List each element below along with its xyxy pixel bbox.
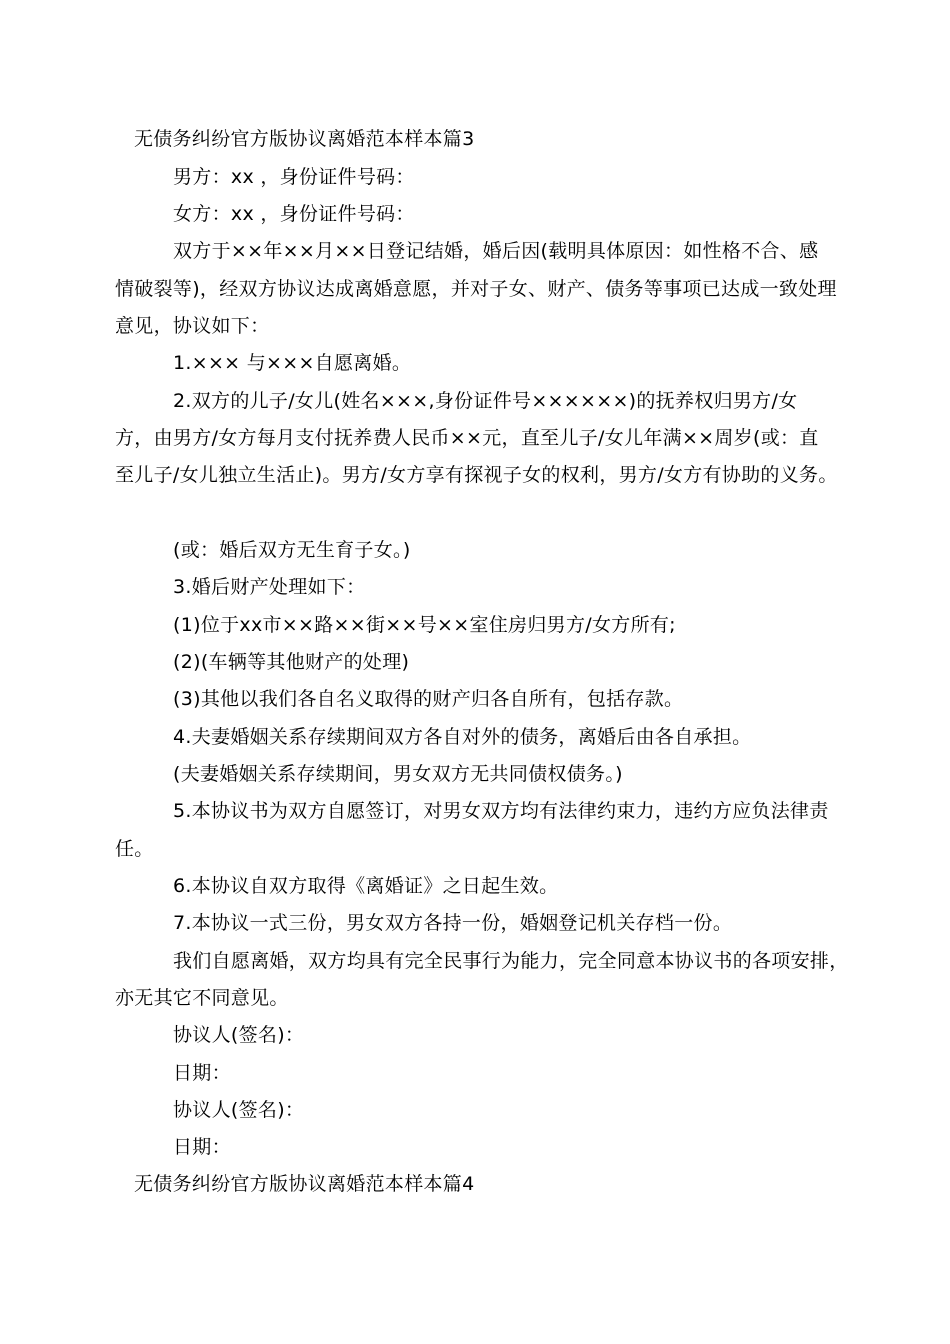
section-heading-4: 无债务纠纷官方版协议离婚范本样本篇4 bbox=[134, 1173, 475, 1195]
closing-line-2: 亦无其它不同意见。 bbox=[115, 987, 289, 1009]
section-heading-3: 无债务纠纷官方版协议离婚范本样本篇3 bbox=[134, 128, 475, 150]
signature-line-2: 协议人(签名)： bbox=[173, 1099, 305, 1121]
date-line-1: 日期： bbox=[173, 1062, 231, 1084]
intro-line-2: 情破裂等)，经双方协议达成离婚意愿，并对子女、财产、债务等事项已达成一致处理 bbox=[115, 278, 837, 300]
clause-3-2: (2)(车辆等其他财产的处理) bbox=[173, 651, 410, 673]
clause-6: 6.本协议自双方取得《离婚证》之日起生效。 bbox=[173, 875, 559, 897]
closing-line-1: 我们自愿离婚，双方均具有完全民事行为能力，完全同意本协议书的各项安排， bbox=[173, 950, 849, 972]
clause-5-line-1: 5.本协议书为双方自愿签订，对男女双方均有法律约束力，违约方应负法律责 bbox=[173, 800, 829, 822]
clause-4-alternative: (夫妻婚姻关系存续期间，男女双方无共同债权债务。) bbox=[173, 763, 623, 785]
clause-2-alternative: (或：婚后双方无生育子女。) bbox=[173, 539, 411, 561]
intro-line-1: 双方于××年××月××日登记结婚，婚后因(载明具体原因：如性格不合、感 bbox=[173, 240, 819, 262]
clause-3-1: (1)位于xx市××路××街××号××室住房归男方/女方所有; bbox=[173, 614, 676, 636]
clause-1: 1.××× 与×××自愿离婚。 bbox=[173, 352, 412, 374]
signature-line-1: 协议人(签名)： bbox=[173, 1024, 305, 1046]
intro-line-3: 意见，协议如下： bbox=[115, 315, 270, 337]
clause-4: 4.夫妻婚姻关系存续期间双方各自对外的债务，离婚后由各自承担。 bbox=[173, 726, 752, 748]
clause-3-3: (3)其他以我们各自名义取得的财产归各自所有，包括存款。 bbox=[173, 688, 684, 710]
clause-2-line-2: 方，由男方/女方每月支付抚养费人民币××元，直至儿子/女儿年满××周岁(或：直 bbox=[115, 427, 819, 449]
clause-2-line-1: 2.双方的儿子/女儿(姓名×××,身份证件号××××××)的抚养权归男方/女 bbox=[173, 390, 798, 412]
clause-3: 3.婚后财产处理如下： bbox=[173, 576, 366, 598]
clause-5-line-2: 任。 bbox=[115, 838, 154, 860]
clause-7: 7.本协议一式三份，男女双方各持一份，婚姻登记机关存档一份。 bbox=[173, 912, 733, 934]
date-line-2: 日期： bbox=[173, 1136, 231, 1158]
female-party-line: 女方：xx ，身份证件号码： bbox=[173, 203, 415, 225]
male-party-line: 男方：xx ，身份证件号码： bbox=[173, 166, 415, 188]
clause-2-line-3: 至儿子/女儿独立生活止)。男方/女方享有探视子女的权利，男方/女方有协助的义务。 bbox=[115, 464, 838, 486]
